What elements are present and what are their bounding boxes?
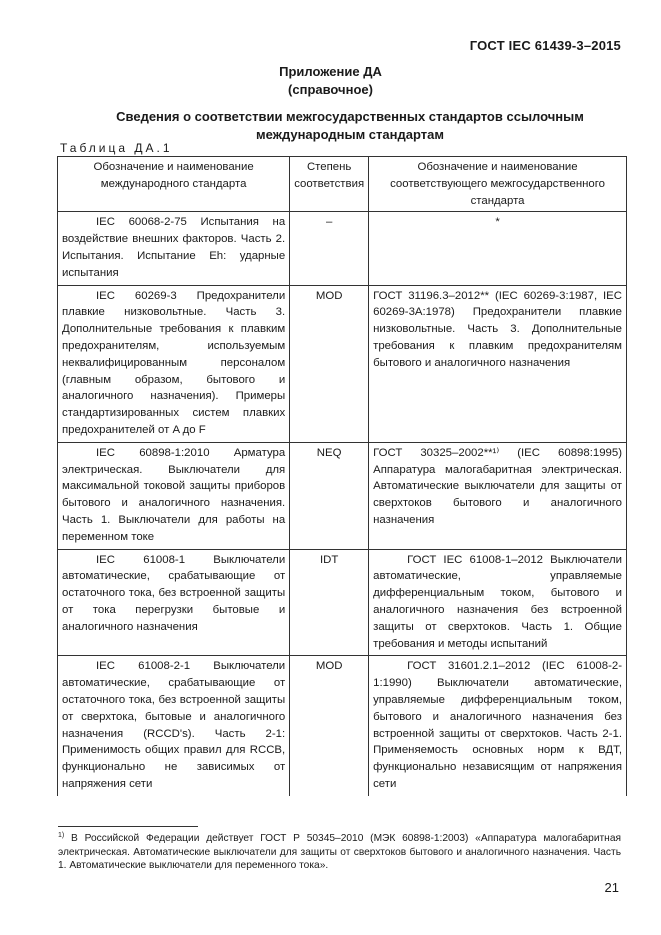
degree-cell: – bbox=[290, 212, 369, 285]
gost-standard-cell: ГОСТ 30325–2002**¹⁾ (IEC 60898:1995) Аппаратура малогабаритная электрическая. Автоматические выключатели для защиты от сверхтоков бытового и аналогичного назначения bbox=[369, 442, 627, 549]
gost-standard-cell: ГОСТ 31196.3–2012** (IEC 60269-3:1987, IEC 60269-3A:1978) Предохранители плавкие низковольтные. Часть 3. Дополнительные требования к плавким предохранителям бытового и аналогичного назначения bbox=[369, 285, 627, 442]
degree-cell: MOD bbox=[290, 656, 369, 796]
footnote-text: В Российской Федерации действует ГОСТ Р 50345–2010 (МЭК 60898-1:2003) «Аппаратура малогабаритная электрическая. Автоматические выключатели для защиты от сверхтоков бытового и аналогичного назначения. Часть 1. Автоматические выключатели для переменного тока». bbox=[58, 833, 621, 871]
intl-standard-cell: IEC 61008-2-1 Выключатели автоматические, срабатывающие от остаточного тока, без встроенной защиты от сверхтока, бытовые и аналогичного назначения (RCCD's). Часть 2-1: Применимость общих правил для RCCB, функционально не зависимых от напряжения сети bbox=[58, 656, 290, 796]
appendix-heading bbox=[0, 63, 661, 99]
degree-cell: MOD bbox=[290, 285, 369, 442]
intl-standard-cell: IEC 60068-2-75 Испытания на воздействие внешних факторов. Часть 2. Испытания. Испытание Eh: ударные испытания bbox=[58, 212, 290, 285]
table-caption: Таблица ДА.1 bbox=[60, 141, 173, 155]
footnote-separator bbox=[58, 826, 198, 827]
table-row bbox=[58, 285, 627, 442]
gost-standard-cell: ГОСТ 31601.2.1–2012 (IEC 61008-2-1:1990) Выключатели автоматические, управляемые дифференциальным током, бытового и аналогичного назначения без встроенной защиты от сверхтоков. Часть 2-1. Применяемость основных норм к ВДТ, функционально независящим от напряжения сети bbox=[369, 656, 627, 796]
gost-standard-cell: ГОСТ IEC 61008-1–2012 Выключатели автоматические, управляемые дифференциальным током, бытового и аналогичного назначения без встроенной защиты от сверхтоков. Часть 1. Общие требования и методы испытаний bbox=[369, 549, 627, 656]
section-title: Сведения о соответствии межгосударственных стандартов ссылочным международным стандартам bbox=[116, 109, 584, 142]
gost-standard-cell: * bbox=[369, 212, 627, 285]
intl-standard-cell: IEC 60898-1:2010 Арматура электрическая. Выключатели для максимальной токовой защиты приборов бытового и аналогичного назначения. Часть 1. Выключатели для работы на переменном токе bbox=[58, 442, 290, 549]
page-number: 21 bbox=[604, 880, 619, 895]
degree-cell: NEQ bbox=[290, 442, 369, 549]
table-row bbox=[58, 212, 627, 285]
appendix-label: Приложение ДА bbox=[279, 64, 382, 79]
header-gost-standard: Обозначение и наименование соответствующего межгосударственного стандарта bbox=[369, 157, 627, 212]
table-row bbox=[58, 442, 627, 549]
header-degree: Степень соответствия bbox=[290, 157, 369, 212]
table-row bbox=[58, 656, 627, 796]
document-code: ГОСТ IEC 61439-3–2015 bbox=[469, 38, 621, 53]
footnote bbox=[58, 832, 621, 873]
appendix-type: (справочное) bbox=[288, 82, 373, 97]
intl-standard-cell: IEC 60269-3 Предохранители плавкие низковольтные. Часть 3. Дополнительные требования к плавким предохранителям, используемым неквалифицированным персоналом (главным образом, бытового и аналогичного назначения). Примеры стандартизированных систем плавких предохранителей от A до F bbox=[58, 285, 290, 442]
table-header-row bbox=[58, 157, 627, 212]
header-intl-standard: Обозначение и наименование международного стандарта bbox=[58, 157, 290, 212]
table-row bbox=[58, 549, 627, 656]
footnote-mark: 1) bbox=[58, 832, 65, 839]
intl-standard-cell: IEC 61008-1 Выключатели автоматические, срабатывающие от остаточного тока, без встроенной защиты от тока перегрузки бытовые и аналогичного назначения bbox=[58, 549, 290, 656]
degree-cell: IDT bbox=[290, 549, 369, 656]
standards-correspondence-table bbox=[57, 156, 627, 796]
